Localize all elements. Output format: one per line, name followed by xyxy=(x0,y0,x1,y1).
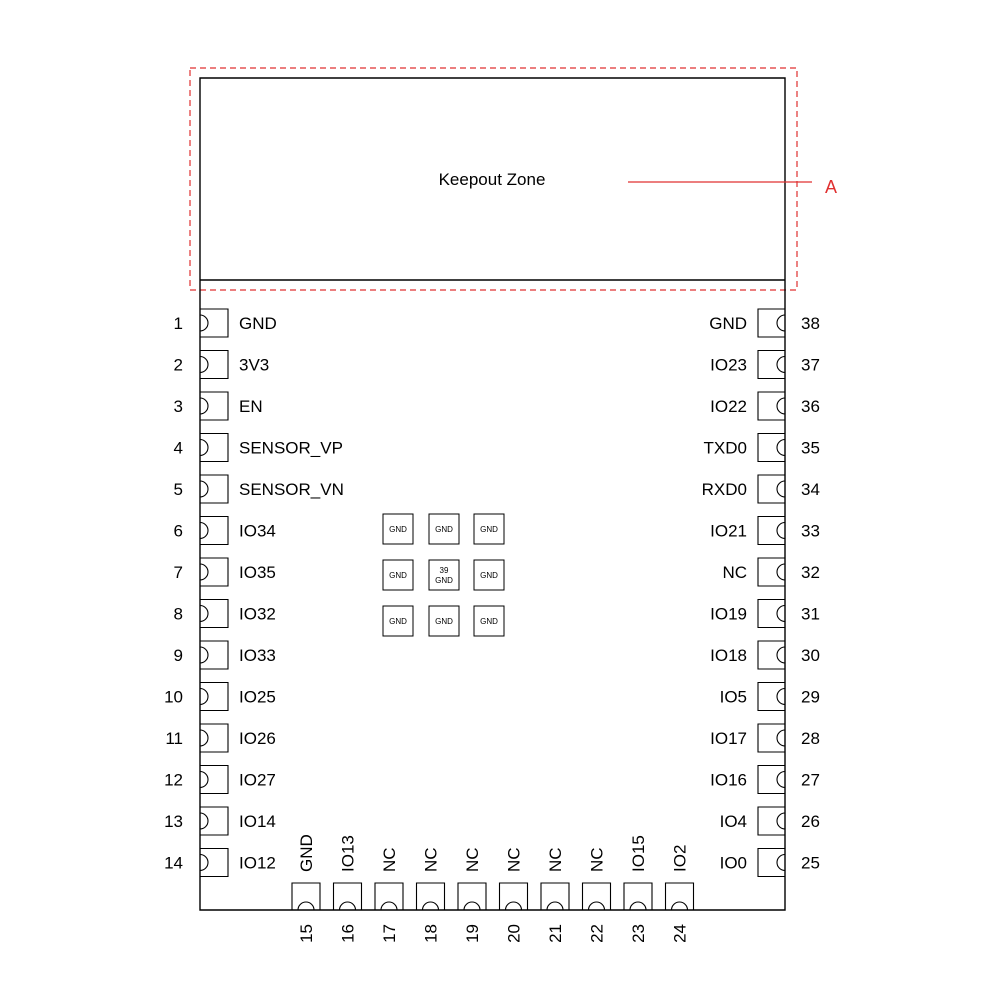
pin-number: 23 xyxy=(629,924,648,943)
right-pin xyxy=(704,434,820,462)
pin-notch xyxy=(200,481,208,497)
pin-pad xyxy=(200,766,228,794)
pin-name: NC xyxy=(722,563,747,582)
pin-number: 34 xyxy=(801,480,820,499)
pin-name: IO0 xyxy=(719,853,747,873)
pin-name: GND xyxy=(297,834,316,872)
pin-pad xyxy=(375,883,403,910)
pin-pad xyxy=(200,600,228,628)
right-pin xyxy=(710,392,820,420)
pin-name: IO23 xyxy=(710,355,747,375)
bottom-pin xyxy=(583,847,611,942)
pin-pad xyxy=(758,309,785,337)
pin-name: IO27 xyxy=(239,770,276,790)
pin-pad xyxy=(583,883,611,910)
pin-notch xyxy=(777,398,785,414)
right-pin-row xyxy=(702,309,820,877)
pin-number: 37 xyxy=(801,355,820,375)
pin-notch xyxy=(423,902,439,910)
left-pin xyxy=(174,351,270,379)
pin-number: 12 xyxy=(164,770,183,790)
pin-notch xyxy=(381,902,397,910)
pin-notch xyxy=(200,440,208,456)
pin-number: 19 xyxy=(463,924,482,943)
pin-notch xyxy=(777,315,785,331)
pin-number: 16 xyxy=(338,924,358,943)
left-pin xyxy=(174,475,344,503)
pin-pad xyxy=(541,883,569,910)
right-pin xyxy=(720,849,820,877)
pin-notch xyxy=(777,730,785,746)
pin-pad xyxy=(200,475,228,503)
pin-number: 24 xyxy=(670,924,690,943)
ground-pad xyxy=(383,560,413,590)
pin-name: IO12 xyxy=(239,853,276,873)
pin-pad xyxy=(334,883,362,910)
ground-pad-number: 39 xyxy=(439,566,449,575)
left-pin xyxy=(164,849,276,877)
ground-pad-label: GND xyxy=(435,525,453,534)
pin-pad xyxy=(200,309,228,337)
left-pin xyxy=(174,641,276,669)
pin-number: 29 xyxy=(801,687,820,707)
bottom-pin-row xyxy=(292,834,694,943)
ground-pad xyxy=(474,560,504,590)
bottom-pin xyxy=(500,847,528,942)
left-pin xyxy=(174,517,276,545)
pin-name: IO2 xyxy=(670,844,690,872)
left-pin-row xyxy=(164,309,344,877)
ground-pad-outline xyxy=(429,560,459,590)
pin-name: NC xyxy=(587,847,607,872)
pin-number: 25 xyxy=(801,853,820,873)
pin-notch xyxy=(200,606,208,622)
right-pin xyxy=(710,517,820,545)
pin-name: SENSOR_VP xyxy=(239,438,343,458)
pin-pad xyxy=(758,475,785,503)
pin-pad xyxy=(758,683,785,711)
pin-pad xyxy=(417,883,445,910)
pin-name: IO5 xyxy=(719,687,747,707)
pin-notch xyxy=(200,564,208,580)
ground-pad-label: GND xyxy=(389,525,407,534)
pin-notch xyxy=(672,902,688,910)
pin-pad xyxy=(200,392,228,420)
pin-pad xyxy=(758,849,785,877)
pin-pad xyxy=(458,883,486,910)
pin-name: GND xyxy=(709,314,747,333)
ground-pad-label: GND xyxy=(480,571,498,580)
pin-number: 31 xyxy=(801,604,820,624)
ground-pad xyxy=(474,606,504,636)
pin-name: IO4 xyxy=(719,812,747,831)
pin-pad xyxy=(758,807,785,835)
bottom-pin xyxy=(292,834,320,943)
pin-notch xyxy=(506,902,522,910)
pin-notch xyxy=(200,523,208,539)
pin-number: 9 xyxy=(173,646,183,665)
annotation-label: A xyxy=(825,177,838,197)
pin-pad xyxy=(758,724,785,752)
pin-number: 35 xyxy=(801,438,820,458)
right-pin xyxy=(710,600,820,628)
bottom-pin xyxy=(541,847,569,942)
pin-pad xyxy=(200,434,228,462)
pin-notch xyxy=(777,606,785,622)
pin-name: IO35 xyxy=(239,563,276,582)
pin-name: NC xyxy=(421,847,441,872)
pin-pad xyxy=(758,517,785,545)
pin-name: SENSOR_VN xyxy=(239,480,344,499)
pin-name: NC xyxy=(380,847,399,872)
pin-number: 26 xyxy=(801,812,820,831)
pin-pad xyxy=(758,766,785,794)
pin-number: 15 xyxy=(297,924,316,943)
pin-pad xyxy=(200,683,228,711)
left-pin xyxy=(174,392,263,420)
pin-name: TXD0 xyxy=(703,438,747,458)
pin-pad xyxy=(758,558,785,586)
pin-number: 22 xyxy=(587,924,607,943)
pin-number: 6 xyxy=(173,521,183,541)
ground-pad-label: GND xyxy=(389,617,407,626)
pin-notch xyxy=(547,902,563,910)
right-pin xyxy=(710,641,820,669)
pin-notch xyxy=(200,357,208,373)
pin-number: 30 xyxy=(801,646,820,665)
pin-notch xyxy=(200,813,208,829)
pin-name: IO25 xyxy=(239,687,276,707)
pin-pad xyxy=(666,883,694,910)
pin-notch xyxy=(777,523,785,539)
pin-number: 2 xyxy=(173,355,183,375)
pin-number: 8 xyxy=(173,604,183,624)
pin-name: IO19 xyxy=(710,604,747,624)
pin-name: IO32 xyxy=(239,604,276,624)
pin-number: 11 xyxy=(165,729,183,748)
ground-pad-array xyxy=(383,514,504,636)
pin-pad xyxy=(758,351,785,379)
left-pin xyxy=(164,807,276,835)
left-pin xyxy=(165,724,276,752)
pin-name: IO17 xyxy=(710,729,747,748)
pin-name: GND xyxy=(239,314,277,333)
pin-name: IO16 xyxy=(710,770,747,790)
pin-pad xyxy=(200,517,228,545)
pin-name: IO21 xyxy=(710,521,747,541)
pin-number: 38 xyxy=(801,314,820,333)
pin-name: NC xyxy=(504,847,524,872)
pin-notch xyxy=(298,902,314,910)
pin-name: IO26 xyxy=(239,729,276,748)
pin-notch xyxy=(777,564,785,580)
ground-pad-label: GND xyxy=(480,617,498,626)
pin-pad xyxy=(758,434,785,462)
right-pin xyxy=(722,558,819,586)
bottom-pin xyxy=(666,845,694,943)
pin-notch xyxy=(777,813,785,829)
pin-number: 36 xyxy=(801,397,820,416)
pin-name: 3V3 xyxy=(239,355,270,375)
pin-name: IO22 xyxy=(710,397,747,416)
pin-notch xyxy=(777,440,785,456)
pin-notch xyxy=(777,357,785,373)
pin-name: IO14 xyxy=(239,812,276,831)
left-pin xyxy=(174,558,276,586)
ground-pad-label: GND xyxy=(435,617,453,626)
ground-pad xyxy=(383,606,413,636)
left-pin xyxy=(164,766,276,794)
pin-name: NC xyxy=(463,847,482,872)
pin-notch xyxy=(200,647,208,663)
pin-name: NC xyxy=(546,847,565,872)
pin-notch xyxy=(777,772,785,788)
pin-notch xyxy=(200,855,208,871)
pin-number: 27 xyxy=(801,770,820,790)
pin-number: 4 xyxy=(173,438,183,458)
pin-pad xyxy=(200,724,228,752)
pin-number: 32 xyxy=(801,563,820,582)
pin-notch xyxy=(464,902,480,910)
pin-notch xyxy=(200,315,208,331)
pin-number: 7 xyxy=(173,563,183,582)
pin-notch xyxy=(200,730,208,746)
pin-number: 17 xyxy=(380,924,399,943)
pin-number: 13 xyxy=(164,812,183,831)
pin-pad xyxy=(200,351,228,379)
pin-notch xyxy=(200,689,208,705)
bottom-pin xyxy=(334,835,362,943)
ground-pad xyxy=(429,606,459,636)
pin-pad xyxy=(200,807,228,835)
pin-name: IO33 xyxy=(239,646,276,665)
pin-number: 28 xyxy=(801,729,820,748)
right-pin xyxy=(710,351,820,379)
left-pin xyxy=(174,434,343,462)
pin-notch xyxy=(340,902,356,910)
pin-number: 18 xyxy=(421,924,441,943)
right-pin xyxy=(702,475,820,503)
right-pin xyxy=(720,683,820,711)
left-pin xyxy=(174,309,277,337)
ground-pad xyxy=(429,560,459,590)
pin-pad xyxy=(758,600,785,628)
bottom-pin xyxy=(375,847,403,942)
ground-pad-label: GND xyxy=(480,525,498,534)
pin-number: 21 xyxy=(546,924,565,943)
left-pin xyxy=(164,683,276,711)
pin-pad xyxy=(200,849,228,877)
ground-pad xyxy=(474,514,504,544)
right-pin xyxy=(720,807,820,835)
pin-notch xyxy=(777,647,785,663)
pin-number: 3 xyxy=(173,397,183,416)
pin-pad xyxy=(624,883,652,910)
pin-pad xyxy=(200,558,228,586)
pin-pad xyxy=(200,641,228,669)
pin-name: EN xyxy=(239,397,263,416)
pin-pad xyxy=(500,883,528,910)
ground-pad-label: GND xyxy=(389,571,407,580)
pin-number: 14 xyxy=(164,853,183,873)
keepout-label: Keepout Zone xyxy=(438,170,546,189)
pin-notch xyxy=(777,689,785,705)
pin-number: 33 xyxy=(801,521,820,541)
right-pin xyxy=(710,766,820,794)
pin-name: IO15 xyxy=(629,835,648,872)
pin-name: RXD0 xyxy=(701,480,747,499)
ground-pad xyxy=(429,514,459,544)
pin-notch xyxy=(777,481,785,497)
left-pin xyxy=(174,600,276,628)
pin-notch xyxy=(630,902,646,910)
pin-number: 1 xyxy=(173,314,183,333)
pin-notch xyxy=(589,902,605,910)
pin-name: IO34 xyxy=(239,521,276,541)
right-pin xyxy=(709,309,820,337)
pin-name: IO13 xyxy=(338,835,358,872)
pin-number: 5 xyxy=(173,480,183,499)
ground-pad-label: GND xyxy=(435,576,453,585)
pin-notch xyxy=(200,398,208,414)
bottom-pin xyxy=(458,847,486,942)
pin-notch xyxy=(777,855,785,871)
pin-pad xyxy=(758,392,785,420)
bottom-pin xyxy=(417,847,445,942)
pin-number: 20 xyxy=(504,924,524,943)
right-pin xyxy=(710,724,820,752)
pin-number: 10 xyxy=(164,687,183,707)
pin-pad xyxy=(758,641,785,669)
bottom-pin xyxy=(624,835,652,943)
pin-name: IO18 xyxy=(710,646,747,665)
pin-pad xyxy=(292,883,320,910)
ground-pad xyxy=(383,514,413,544)
pin-notch xyxy=(200,772,208,788)
